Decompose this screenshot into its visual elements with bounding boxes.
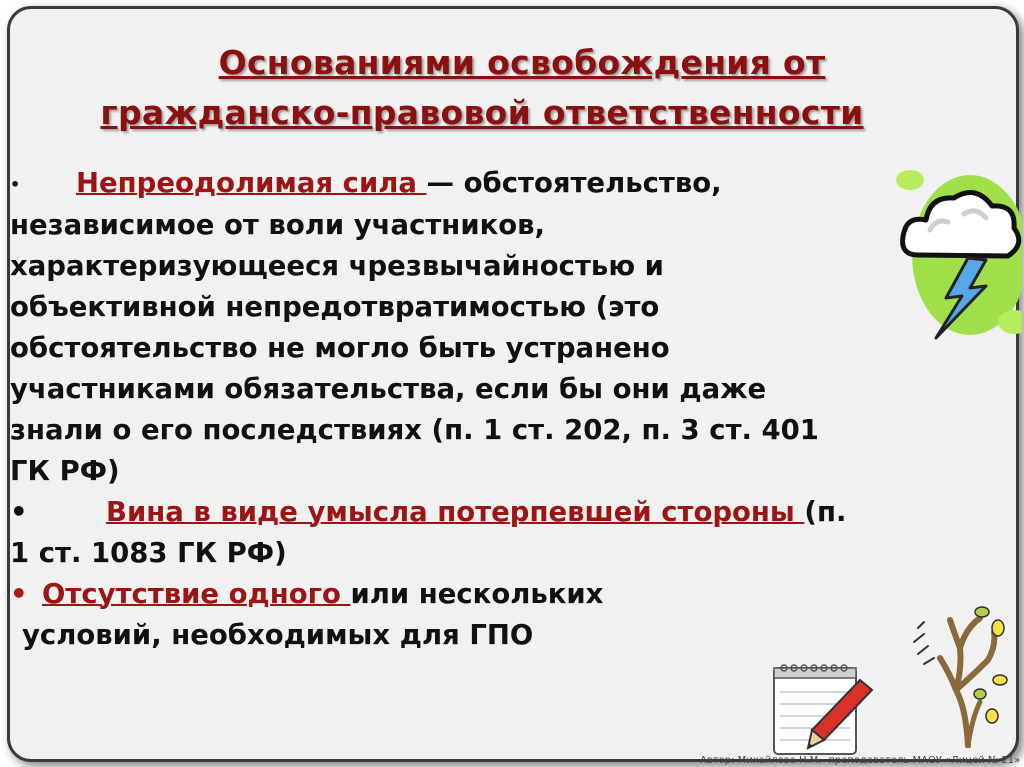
storm-cloud-icon xyxy=(890,160,1022,360)
windy-tree-icon xyxy=(910,598,1010,748)
term-force-majeure: Непреодолимая сила xyxy=(76,167,427,199)
text-line: обстоятельство не могло быть устранено xyxy=(10,331,670,364)
footer-author: Автор: Михайлова Н.М.- преподаватель МАОУ «Лицей № 21» xyxy=(700,755,1021,766)
term-definition-start: — обстоятельство, xyxy=(426,167,722,199)
term-absence: Отсутствие одного xyxy=(42,577,351,610)
list-item-force-majeure xyxy=(10,163,970,492)
bullet: • xyxy=(10,495,28,528)
reference-start: (п. xyxy=(804,495,847,528)
title-line-2: гражданско-правовой ответственности xyxy=(100,93,864,132)
notepad-pencil-icon xyxy=(768,660,878,760)
text-line: ГК РФ) xyxy=(10,454,120,487)
text-line: независимое от воли участников, xyxy=(10,208,545,241)
title-line-1: Основаниями освобождения от xyxy=(218,43,826,82)
reference-end: 1 ст. 1083 ГК РФ) xyxy=(10,536,287,569)
bullet: • xyxy=(10,174,21,194)
text-line: объективной непредотвратимостью (это xyxy=(10,290,660,323)
text-line: участниками обязательства, если бы они даже xyxy=(10,372,767,405)
bullet: • xyxy=(10,577,28,610)
slide-body xyxy=(10,163,970,656)
term-victim-intent: Вина в виде умысла потерпевшей стороны xyxy=(106,495,805,528)
list-item-absence-conditions xyxy=(10,574,970,656)
text-rest: или нескольких xyxy=(350,577,604,610)
text-line: условий, необходимых для ГПО xyxy=(22,618,534,651)
text-line: знали о его последствиях (п. 1 ст. 202, п. 3 ст. 401 xyxy=(10,413,819,446)
list-item-victim-intent xyxy=(10,492,970,574)
text-line: характеризующееся чрезвычайностью и xyxy=(10,249,664,282)
slide-title xyxy=(0,38,1024,138)
